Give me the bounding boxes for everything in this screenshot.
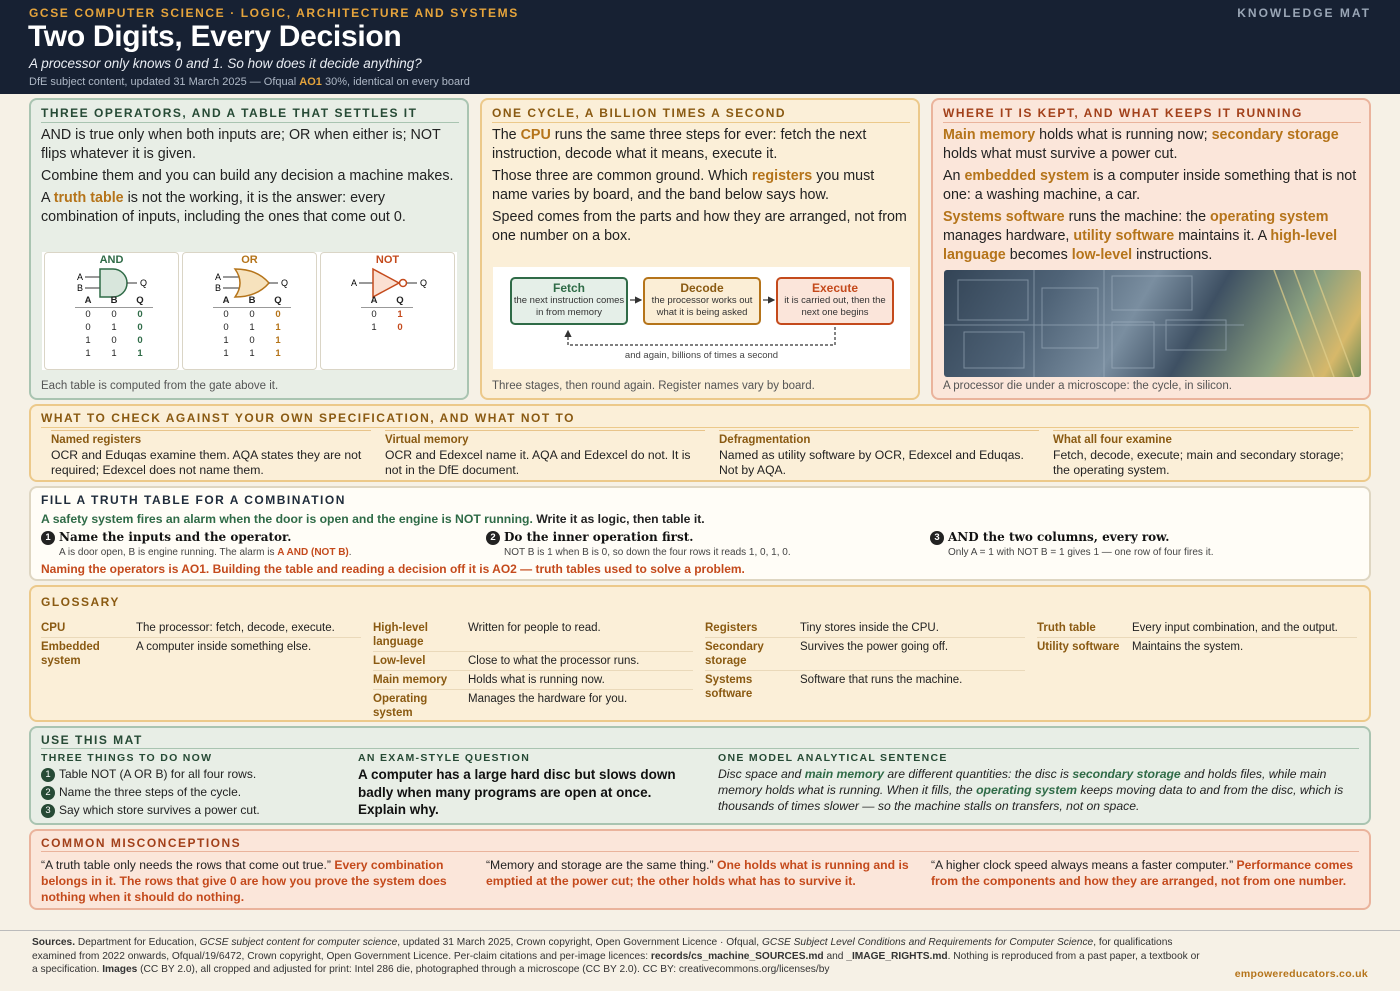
fill-title: FILL A TRUTH TABLE FOR A COMBINATION (41, 493, 346, 507)
and-gate-name: AND (99, 254, 124, 266)
exam-question: A computer has a large hard disc but slows down badly when many programs are open at once. Explain why. (358, 767, 676, 817)
sources-text: Sources. Department for Education, GCSE subject content for computer science, updated 31 March 2025, Crown copyright, Open Government Licence · Ofqual, GCSE Subject Level Conditions and Requirements for Computer Science, for qualifications examined from 2022 onwards, Ofqual/19/6472, Crown copyright, Open Government Licence. Per-claim citations and per-image licences: records/cs_machine_SOURCES.md and _IMAGE_RIGHTS.md. Nothing is reproduced from a past paper, a textbook or a specification. Images (CC BY 2.0), all cropped and adjusted for print: Intel 286 die, photographed through a microscope (CC BY 2.0). CC BY: creativecommons.org/licenses/by (32, 937, 1200, 975)
not-gate-card (320, 252, 455, 370)
use-title: USE THIS MAT (41, 733, 143, 747)
header-kicker: GCSE COMPUTER SCIENCE · LOGIC, ARCHITECTURE AND SYSTEMS (29, 6, 519, 20)
decode-step: Decode the processor works out what it is being asked (643, 277, 761, 325)
operators-title: THREE OPERATORS, AND A TABLE THAT SETTLES IT (41, 106, 418, 120)
storage-text: Main memory holds what is running now; secondary storage holds what must survive a power cut. An embedded system is a computer inside something that is not one: a washing machine, a car. Systems software runs the machine: the operating system manages hardware, utility software maintains it. A high-level language becomes low-level instructions. (943, 127, 1357, 263)
processor-die-photo (944, 270, 1361, 377)
cycle-loop-label: and again, billions of times a second (624, 350, 779, 361)
check-defragmentation: Defragmentation Named as utility software by OCR, Edexcel and Eduqas. Not by AQA. (719, 430, 1039, 478)
spec-check-title: WHAT TO CHECK AGAINST YOUR OWN SPECIFICATION, AND WHAT NOT TO (41, 411, 575, 425)
operators-text: AND is true only when both inputs are; OR when either is; NOT flips whatever it is given. Combine them and you can build any decision a machine makes. A truth table is not the working, it is the answer: every combination of inputs, including the ones that come out 0. (41, 127, 454, 225)
fill-truth-table-panel (29, 486, 1371, 581)
check-virtual-memory: Virtual memory OCR and Edexcel name it. AQA and Edexcel do not. It is not in the DfE document. (385, 430, 705, 478)
fill-note: Naming the operators is AO1. Building the table and reading a decision off it is AO2 — truth tables used to solve a problem. (41, 562, 745, 576)
footer (0, 930, 1400, 991)
not-gate-name: NOT (375, 254, 400, 266)
pin-b: B (77, 283, 84, 293)
page-subtitle: A processor only knows 0 and 1. So how does it decide anything? (29, 56, 422, 71)
glossary-col-1: CPU The processor: fetch, decode, execute. Embedded system A computer inside something else. (41, 619, 361, 670)
glossary-title: GLOSSARY (41, 595, 120, 609)
fetch-step: Fetch the next instruction comes in from memory (510, 277, 628, 325)
pin-q: Q (140, 278, 148, 288)
page-title: Two Digits, Every Decision (28, 20, 402, 53)
logic-gates (42, 252, 457, 370)
glossary-col-3: Registers Tiny stores inside the CPU. Secondary storage Survives the power going off. Systems software Software that runs the machine. (705, 619, 1025, 703)
model-sentence-heading: ONE MODEL ANALYTICAL SENTENCE (718, 752, 948, 764)
pin-a: A (351, 278, 358, 288)
cycle-title: ONE CYCLE, A BILLION TIMES A SECOND (492, 106, 787, 120)
storage-panel (931, 98, 1371, 400)
execute-step: Execute it is carried out, then the next one begins (776, 277, 894, 325)
pin-q: Q (420, 278, 428, 288)
pin-a: A (77, 272, 84, 282)
use-mat-panel (29, 726, 1371, 825)
fill-step-2: 2 Do the inner operation first. NOT B is 1 when B is 0, so down the four rows it reads 1, 0, 1, 0. (486, 530, 916, 558)
pin-b: B (215, 283, 222, 293)
or-truth-table: A B Q 0 0 0 0 1 1 1 0 1 1 1 1 (213, 295, 291, 360)
spec-check-panel (29, 404, 1371, 482)
operators-caption: Each table is computed from the gate above it. (41, 380, 279, 392)
or-gate-name: OR (241, 254, 258, 266)
glossary-col-4: Truth table Every input combination, and the output. Utility software Maintains the system. (1037, 619, 1357, 656)
glossary-panel (29, 585, 1371, 722)
exam-question-heading: AN EXAM-STYLE QUESTION (358, 752, 531, 764)
mat-label: KNOWLEDGE MAT (1237, 6, 1371, 20)
misconceptions-title: COMMON MISCONCEPTIONS (41, 836, 242, 850)
pin-a: A (215, 272, 222, 282)
misconception-1: “A truth table only needs the rows that come out true.” Every combination belongs in it. The rows that give 0 are how you prove the system does nothing when it should do nothing. (41, 858, 447, 904)
fill-step-1: 1 Name the inputs and the operator. A is door open, B is engine running. The alarm is A AND (NOT B). (41, 530, 471, 558)
cycle-diagram (493, 267, 910, 369)
operators-panel (29, 98, 469, 400)
fill-step-3: 3 AND the two columns, every row. Only A = 1 with NOT B = 1 gives 1 — one row of four fires it. (930, 530, 1360, 558)
check-named-registers: Named registers OCR and Eduqas examine them. AQA states they are not required; Edexcel does not name them. (51, 430, 371, 478)
or-gate-card (182, 252, 317, 370)
not-truth-table: A Q 0 1 1 0 (361, 295, 413, 334)
storage-title: WHERE IT IS KEPT, AND WHAT KEEPS IT RUNNING (943, 106, 1303, 120)
misconception-3: “A higher clock speed always means a faster computer.” Performance comes from the components and how they are arranged, not from one number. (931, 858, 1354, 888)
storage-caption: A processor die under a microscope: the cycle, in silicon. (943, 380, 1232, 392)
model-sentence: Disc space and main memory are different quantities: the disc is secondary storage and holds files, while main memory holds what is running. When it fills, the operating system keeps moving data to and from the disc, which is thousands of times slower — so the machine stalls on transfers, not on space. (718, 767, 1344, 813)
cycle-text: The CPU runs the same three steps for ever: fetch the next instruction, decode what it means, execute it. Those three are common ground. Which registers you must name varies by board, and the band below says how. Speed comes from the parts and how they are arranged, not from one number on a box. (492, 127, 907, 244)
glossary-col-2: High-level language Written for people to read. Low-level Close to what the processor runs. Main memory Holds what is running now. Operating system Manages the hardware for you. (373, 619, 693, 722)
header (0, 0, 1400, 94)
pin-q: Q (281, 278, 289, 288)
source-line: DfE subject content, updated 31 March 2025 — Ofqual AO1 30%, identical on every board (29, 76, 470, 88)
cycle-caption: Three stages, then round again. Register names vary by board. (492, 380, 815, 392)
check-all-four: What all four examine Fetch, decode, execute; main and secondary storage; the operating system. (1053, 430, 1353, 478)
and-gate-card (44, 252, 179, 370)
and-truth-table: A B Q 0 0 0 0 1 0 1 0 0 1 1 1 (75, 295, 153, 360)
todo-heading: THREE THINGS TO DO NOW (41, 752, 213, 764)
todo-list: 1 Table NOT (A OR B) for all four rows. 2 Name the three steps of the cycle. 3 Say which store survives a power cut. (41, 765, 260, 819)
site-url[interactable]: empowereducators.co.uk (1234, 968, 1368, 980)
misconceptions-panel (29, 829, 1371, 910)
fill-prompt: A safety system fires an alarm when the door is open and the engine is NOT running. Write it as logic, then table it. (41, 512, 705, 526)
die-pattern (944, 270, 1361, 377)
misconception-2: “Memory and storage are the same thing.” One holds what is running and is emptied at the power cut; the other holds what has to survive it. (486, 858, 909, 888)
cycle-panel (480, 98, 920, 400)
